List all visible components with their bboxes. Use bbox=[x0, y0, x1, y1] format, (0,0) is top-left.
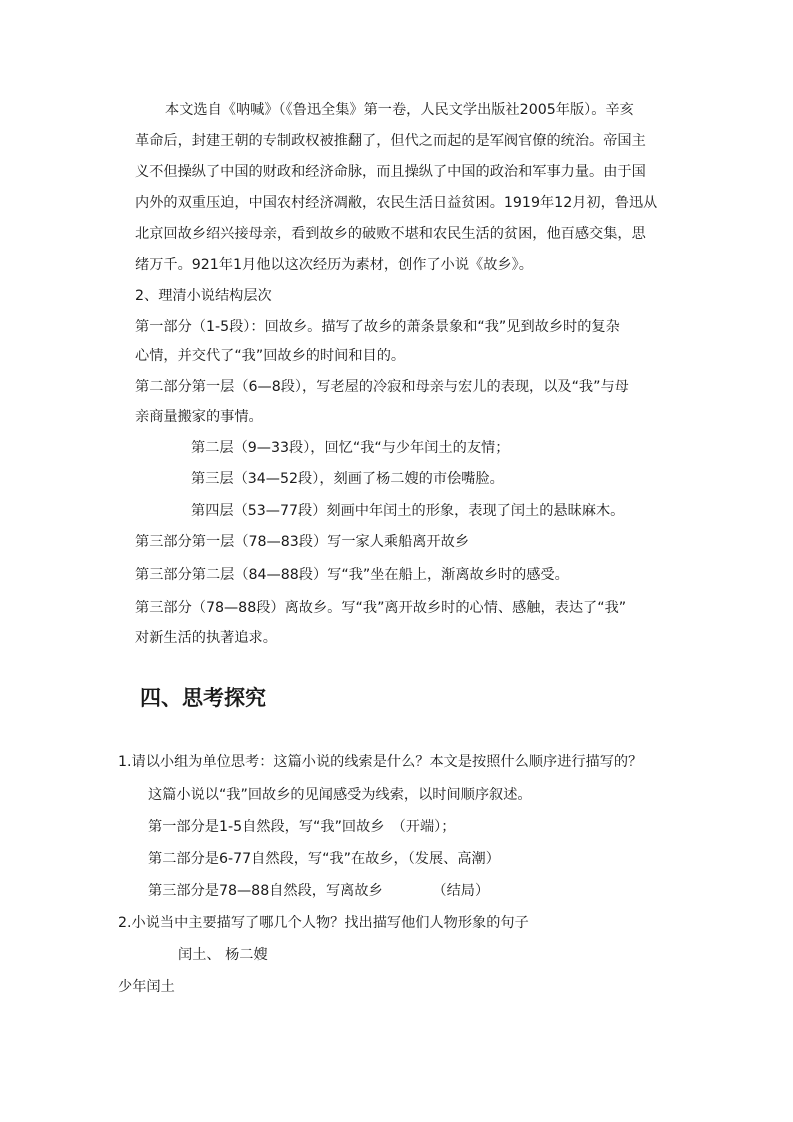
question-1-part2: 第二部分是6-77自然段，写“我”在故乡，（发展、高潮） bbox=[148, 851, 500, 867]
structure-heading: 2、理清小说结构层次 bbox=[135, 288, 272, 304]
background-paragraph-line: 绪万千。921年1月他以这次经历为素材，创作了小说《故乡》。 bbox=[135, 257, 533, 273]
question-1: 1.请以小组为单位思考：这篇小说的线索是什么？本文是按照什么顺序进行描写的？ bbox=[118, 754, 643, 770]
structure-part3-line: 第三部分（78—88段）离故乡。写“我”离开故乡时的心情、感触，表达了“我” bbox=[135, 600, 627, 616]
question-1-part1: 第一部分是1-5自然段，写“我”回故乡 （开端）； bbox=[148, 819, 456, 835]
question-1-answer: 这篇小说以“我”回故乡的见闻感受为线索，以时间顺序叙述。 bbox=[148, 787, 532, 803]
background-paragraph-line: 北京回故乡绍兴接母亲，看到故乡的破败不堪和农民生活的贫困，他百感交集，思 bbox=[135, 226, 646, 242]
structure-part2-layer4: 第四层（53—77段）刻画中年闰土的形象，表现了闰土的悬昧麻木。 bbox=[191, 503, 625, 519]
structure-part2-layer3: 第三层（34—52段），刻画了杨二嫂的市侩嘴脸。 bbox=[191, 471, 504, 487]
background-paragraph-line: 革命后，封建王朝的专制政权被推翻了，但代之而起的是军阀官僚的统治。帝国主 bbox=[135, 133, 646, 149]
structure-part2-layer1-line: 亲商量搬家的事情。 bbox=[135, 409, 263, 425]
question-2-answer: 闰土、 杨二嫂 bbox=[178, 947, 268, 963]
question-2: 2.小说当中主要描写了哪几个人物？找出描写他们人物形象的句子 bbox=[118, 915, 529, 931]
structure-part2-layer2: 第二层（9—33段），回忆“我“与少年闰土的友情； bbox=[191, 440, 510, 456]
structure-part1-line: 心情，并交代了“我”回故乡的时间和目的。 bbox=[135, 348, 406, 364]
structure-part3-layer2: 第三部分第二层（84—88段）写“我”坐在船上，渐离故乡时的感受。 bbox=[135, 567, 569, 583]
question-2-subheading: 少年闰土 bbox=[118, 979, 175, 995]
background-paragraph-line: 本文选自《呐喊》（《鲁迅全集》第一卷，人民文学出版社2005年版）。辛亥 bbox=[165, 102, 634, 118]
structure-part1-line: 第一部分（1-5段）：回故乡。描写了故乡的萧条景象和“我”见到故乡时的复杂 bbox=[135, 319, 620, 335]
structure-part3-line: 对新生活的执著追求。 bbox=[135, 630, 277, 646]
structure-part3-layer1: 第三部分第一层（78—83段）写一家人乘船离开故乡 bbox=[135, 534, 470, 550]
question-1-part3: 第三部分是78—88自然段，写离故乡 （结局） bbox=[148, 883, 490, 899]
structure-part2-layer1-line: 第二部分第一层（6—8段），写老屋的冷寂和母亲与宏儿的表现，以及“我”与母 bbox=[135, 379, 629, 395]
section-title: 四、思考探究 bbox=[140, 686, 266, 710]
background-paragraph-line: 内外的双重压迫，中国农村经济凋敝，农民生活日益贫困。1919年12月初，鲁迅从 bbox=[135, 195, 658, 211]
background-paragraph-line: 义不但操纵了中国的财政和经济命脉，而且操纵了中国的政治和军事力量。由于国 bbox=[135, 164, 646, 180]
